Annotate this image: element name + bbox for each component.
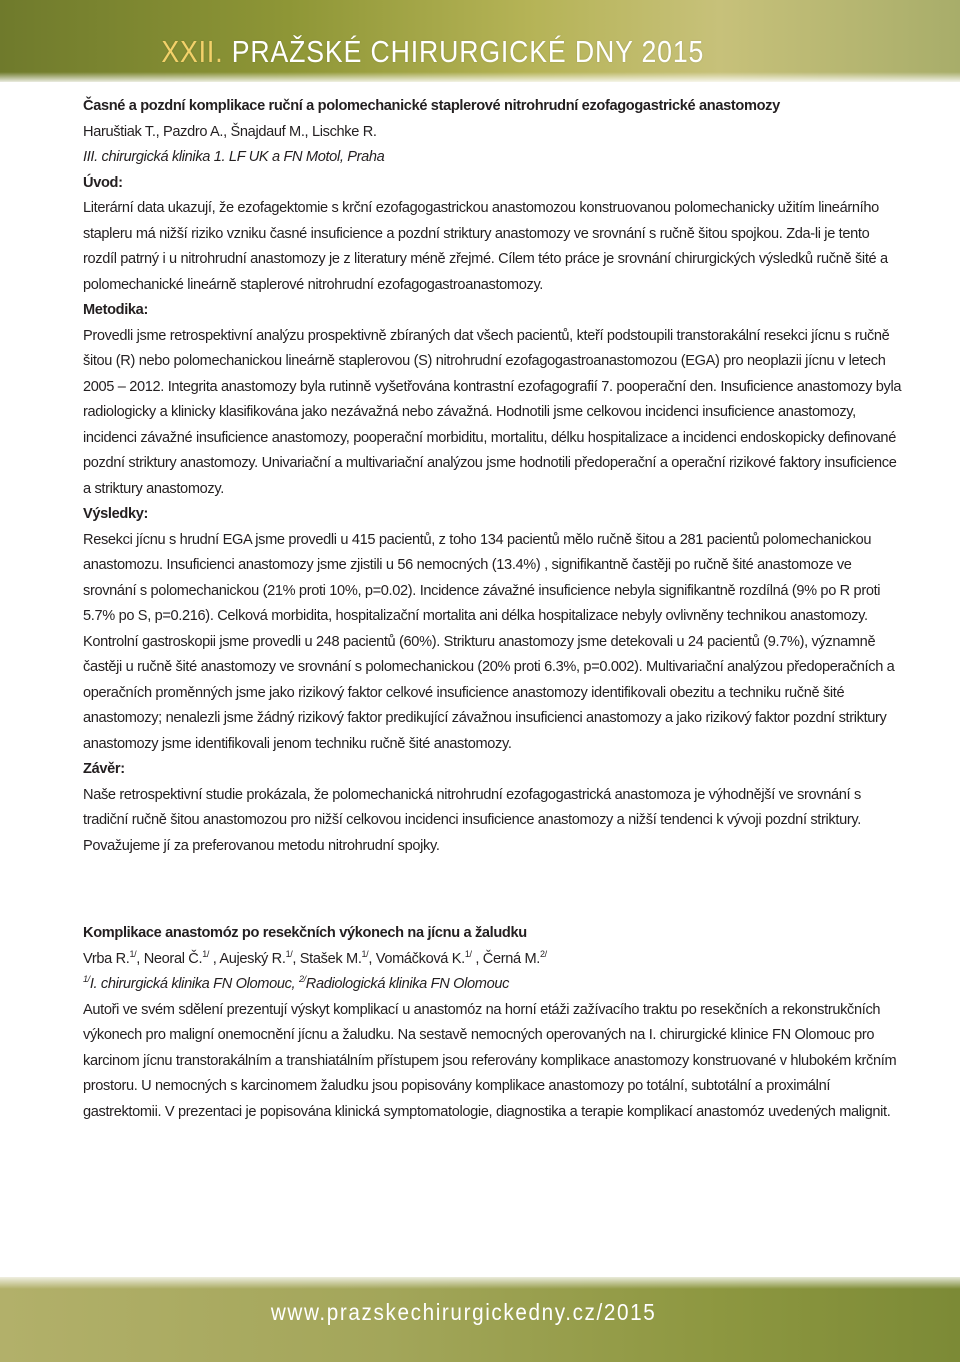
section-heading-vysledky: Výsledky: xyxy=(83,506,148,522)
section-text-vysledky: Resekci jícnu s hrudní EGA jsme provedli u 415 pacientů, z toho 134 pacientů mělo ručně šitou a 281 pacientů polomechanickou anastomozu. Insuficienci anastomozy jsme zjistili u 56 nemocných (13.4%) , signifikantně častěji po ručně šité anastomoze ve srovnání s polomechanickou (21% proti 10%, p=0.02). Incidence závažné insuficience nebyla signifikantně rozdílná (9% po R proti 5.7% po S, p=0.216). Celková morbidita, hospitalizační mortalita ani délka hospitalizace nebyly ovlivněny technikou anastomozy. Kontrolní gastroskopii jsme provedli u 248 pacientů (60%). Strikturu anastomozy jsme detekovali u 24 pacientů (9.7%), významně častěji u ručně šité anastomozy ve srovnání s polomechanickou (20% proti 6.3%, p=0.002). Multivariační analýzou předoperačních a operačních proměnných jsme jako rizikový faktor celkové insuficience anastomozy identifikovali obezitu a techniku ručně šité anastomozy; nenalezli jsme žádný rizikový faktor predikující závažnou insuficienci anastomozy a jako rizikový faktor pozdní striktury anastomozy jsme identifikovali jenom techniku ručně šité anastomozy. xyxy=(83,531,895,752)
footer-url[interactable]: www.prazskechirurgickedny.cz/2015 xyxy=(270,1299,656,1325)
author-affiliation-mark: 1/ xyxy=(202,948,210,959)
author-name: , Černá M. xyxy=(471,950,540,967)
abstract1-title: Časné a pozdní komplikace ruční a polomechanické staplerové nitrohrudní ezofagogastrické anastomozy xyxy=(83,98,780,114)
conference-name: PRAŽSKÉ CHIRURGICKÉ DNY 2015 xyxy=(231,34,704,69)
affiliation-1: I. chirurgická klinika FN Olomouc, xyxy=(89,976,299,992)
section-heading-uvod: Úvod: xyxy=(83,174,123,191)
author-affiliation-mark: 1/ xyxy=(285,948,293,959)
section-text-uvod: Literární data ukazují, že ezofagektomie s krční ezofagogastrickou anastomozou konstruovanou polomechanicky užitím lineárního stapleru má nižší riziko vzniku časné insuficience a pozdní striktury anastomozy ve srovnání s ručně šitou spojkou. Zda-li je tento rozdíl patrný i u nitrohrudní anastomozy je z literatury méně zřejmé. Cílem této práce je srovnání chirurgických výsledků ručně šité a polomechanické lineárně staplerové nitrohrudní ezofagogastroanastomozy. xyxy=(83,200,888,293)
abstract2-authors xyxy=(83,947,903,973)
abstract2-title: Komplikace anastomóz po resekčních výkonech na jícnu a žaludku xyxy=(83,925,527,941)
author-affiliation-mark: 1/ xyxy=(464,948,472,959)
affiliation-mark: 2/ xyxy=(298,974,306,984)
author-name: , Vomáčková K. xyxy=(368,950,465,967)
section-heading-zaver: Závěr: xyxy=(83,761,125,777)
author-affiliation-mark: 1/ xyxy=(361,948,369,959)
section-heading-metodika: Metodika: xyxy=(83,302,148,318)
affiliation-mark: 1/ xyxy=(83,974,90,984)
affiliation-2: Radiologická klinika FN Olomouc xyxy=(305,976,510,992)
abstract2-affiliation xyxy=(83,972,903,998)
author-name: , Stašek M. xyxy=(292,950,362,967)
abstract1-affiliation: III. chirurgická klinika 1. LF UK a FN Motol, Praha xyxy=(83,149,385,165)
author-name: , Neoral Č. xyxy=(136,950,203,967)
abstract1-authors: Haruštiak T., Pazdro A., Šnajdauf M., Lischke R. xyxy=(83,123,377,140)
conference-number: XXII. xyxy=(161,34,224,69)
conference-title xyxy=(161,34,704,70)
abstract2-text: Autoři ve svém sdělení prezentují výskyt komplikací u anastomóz na horní etáži zažívacího traktu po resekčních a rekonstrukčních výkonech pro maligní onemocnění jícnu a žaludku. Na sestavě nemocných operovaných na I. chirurgické klinice FN Olomouc pro karcinom jícnu transtorakálním a transhiatálním přístupem jsou referovány komplikace anastomozy konstruované v hlubokém krčním prostoru. U nemocných s karcinomem žaludku jsou popisovány komplikace anastomozy po totální, subtotální a proximální gastrektomii. V prezentaci je popisována klinická symptomatologie, diagnostika a terapie komplikací anastomóz uvedených malignit. xyxy=(83,1001,897,1120)
author-affiliation-mark: 1/ xyxy=(129,948,137,959)
author-name: Vrba R. xyxy=(83,950,130,967)
author-affiliation-mark: 2/ xyxy=(539,948,547,959)
section-text-zaver: Naše retrospektivní studie prokázala, že polomechanická nitrohrudní ezofagogastrická anastomoza je výhodnější ve srovnání s tradiční ručně šitou anastomozou pro nižší celkovou incidenci insuficience anastomozy a nižší tendenci k vývoji pozdní striktury. Považujeme jí za preferovanou metodu nitrohrudní spojky. xyxy=(83,786,861,854)
author-name: , Aujeský R. xyxy=(209,950,286,967)
page-content xyxy=(83,94,903,1125)
section-text-metodika: Provedli jsme retrospektivní analýzu prospektivně zbíraných dat všech pacientů, kteří podstoupili transtorakální resekci jícnu s ručně šitou (R) nebo polomechanickou lineárně staplerovou (S) nitrohrudní ezofagogastroanastomozou (EGA) pro neoplazii jícnu v letech 2005 – 2012. Integrita anastomozy byla rutinně vyšetřována kontrastní ezofagografií 7. pooperační den. Insuficience anastomozy byla radiologicky a klinicky klasifikována jako nezávažná nebo závažná. Hodnotili jsme celkovou incidenci insuficience anastomozy, incidenci závažné insuficience anastomozy, pooperační morbiditu, mortalitu, délku hospitalizace a incidenci endoskopicky definované pozdní striktury anastomozy. Univariační a multivariační analýzou jsme hodnotili předoperační a operační rizikové faktory insuficience a striktury anastomozy. xyxy=(83,327,902,497)
